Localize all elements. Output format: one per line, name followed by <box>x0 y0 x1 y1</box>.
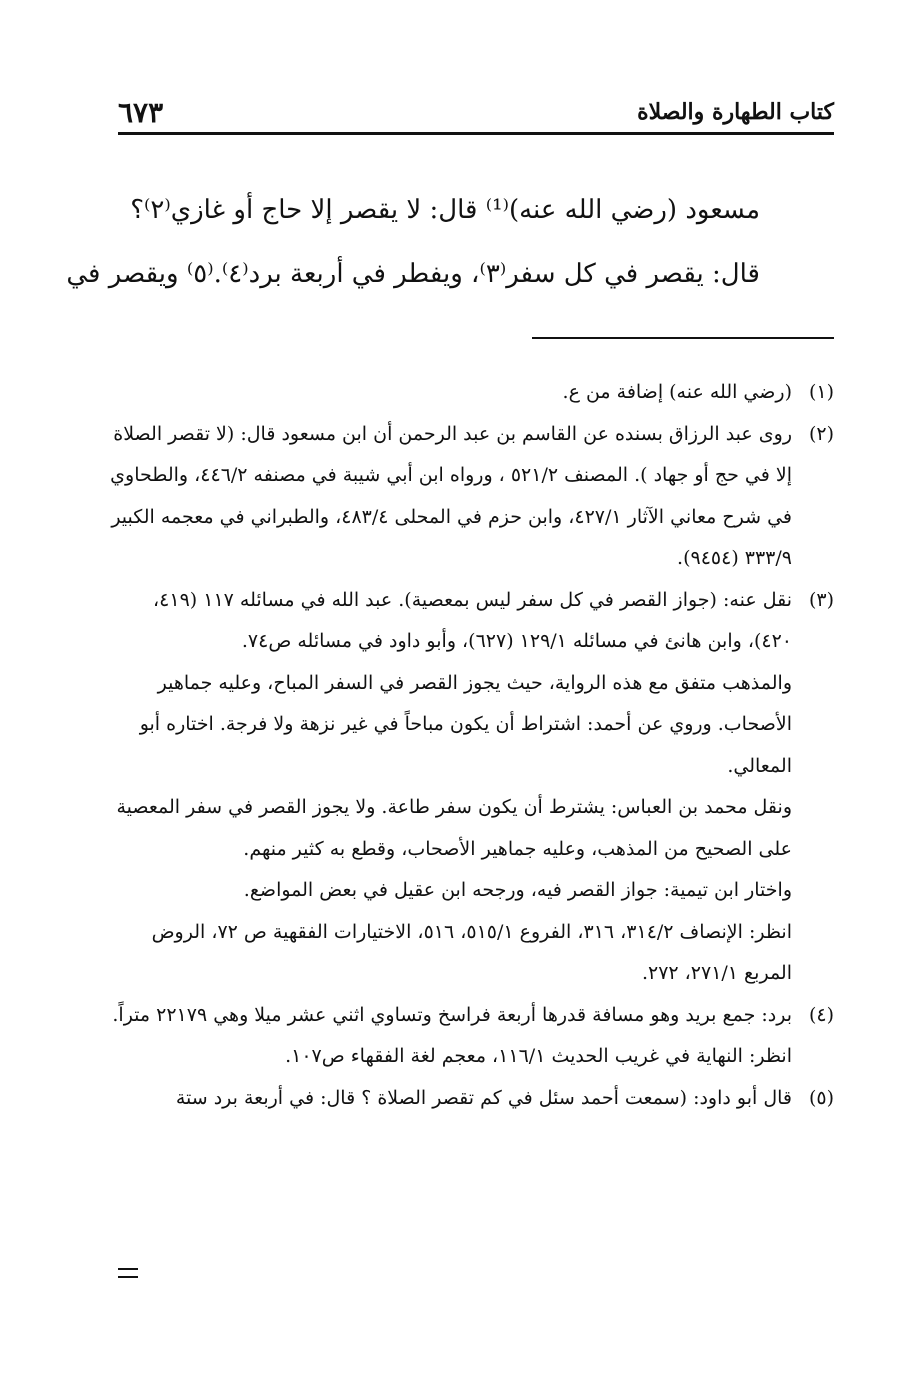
footnote-text: واختار ابن تيمية: جواز القصر فيه، ورجحه ابن عقيل في بعض المواضع. <box>243 879 792 901</box>
main-text-line: مسعود (رضي الله عنه)⁽¹⁾ قال: لا يقصر إلا حاج أو غازي⁽٢⁾؟ <box>130 195 760 225</box>
footnote-text: (رضي الله عنه) إضافة من ع. <box>562 381 792 403</box>
footnote-number: (٣) <box>808 588 834 611</box>
footnote-text: روى عبد الرزاق بسنده عن القاسم بن عبد الرحمن أن ابن مسعود قال: (لا تقصر الصلاة إلا في حج أو جهاد ). المصنف ٥٢١/٢ ، ورواه ابن أبي شيبة في مصنفه ٤٤٦/٢، والطحاوي في شرح معاني الآثار ٤٢٧/١، وابن حزم في المحلى ٤٨٣/٤، والطبراني في معجمه الكبير ٣٣٣/٩ (٩٤٥٤). <box>110 422 792 569</box>
footnote-text: برد: جمع بريد وهو مسافة قدرها أربعة فراسخ وتساوي اثني عشر ميلا وهي ٢٢١٧٩ متراً. <box>112 1003 792 1026</box>
footnote-separator <box>532 337 834 339</box>
footnote-text: ونقل محمد بن العباس: يشترط أن يكون سفر طاعة. ولا يجوز القصر في سفر المعصية على الصحيح من المذهب، وعليه جماهير الأصحاب، وقطع به كثير منهم. <box>116 796 792 860</box>
footnote-text: والمذهب متفق مع هذه الرواية، حيث يجوز القصر في السفر المباح، وعليه جماهير الأصحاب. وروي عن أحمد: اشتراط أن يكون مباحاً في غير نزهة ولا فرجة. اختاره أبو المعالي. <box>139 671 792 777</box>
footnote-4-continuation <box>110 1036 834 1078</box>
footnote-number: (١) <box>808 381 834 403</box>
footnote-3 <box>110 580 834 788</box>
footnote-2 <box>110 414 834 580</box>
footnote-text: انظر: الإنصاف ٣١٤/٢، ٣١٦، الفروع ٥١٥/١، ٥١٦، الاختيارات الفقهية ص ٧٢، الروض المربع ٢٧١/١، ٢٧٢. <box>151 920 792 984</box>
main-text-line: قال: يقصر في كل سفر⁽٣⁾، ويفطر في أربعة برد⁽٤⁾.⁽٥⁾ ويقصر في <box>66 259 760 289</box>
footnotes <box>110 372 834 1119</box>
footnote-text: انظر: النهاية في غريب الحديث ١١٦/١، معجم لغة الفقهاء ص١٠٧. <box>285 1045 792 1067</box>
footnote-number: (٤) <box>808 1003 834 1026</box>
footnote-number: (٥) <box>808 1086 834 1109</box>
footnote-4 <box>110 995 834 1037</box>
footnote-5 <box>110 1078 834 1120</box>
page-number: ٦٧٣ <box>118 95 164 129</box>
footnote-3-continuation <box>110 787 834 995</box>
page-header <box>118 92 834 135</box>
footnote-text: نقل عنه: (جواز القصر في كل سفر ليس بمعصية). عبد الله في مسائله ١١٧ (٤١٩، ٤٢٠)، وابن هانئ في مسائله ١٢٩/١ (٦٢٧)، وأبو داود في مسائله ص٧٤. <box>153 588 792 652</box>
footnote-1 <box>110 372 834 414</box>
footnote-text: قال أبو داود: (سمعت أحمد سئل في كم تقصر الصلاة ؟ قال: في أربعة برد ستة <box>175 1086 792 1109</box>
footnote-number: (٢) <box>808 422 834 445</box>
main-text <box>66 178 760 306</box>
running-title: كتاب الطهارة والصلاة <box>637 99 834 125</box>
continuation-mark <box>118 1268 138 1278</box>
